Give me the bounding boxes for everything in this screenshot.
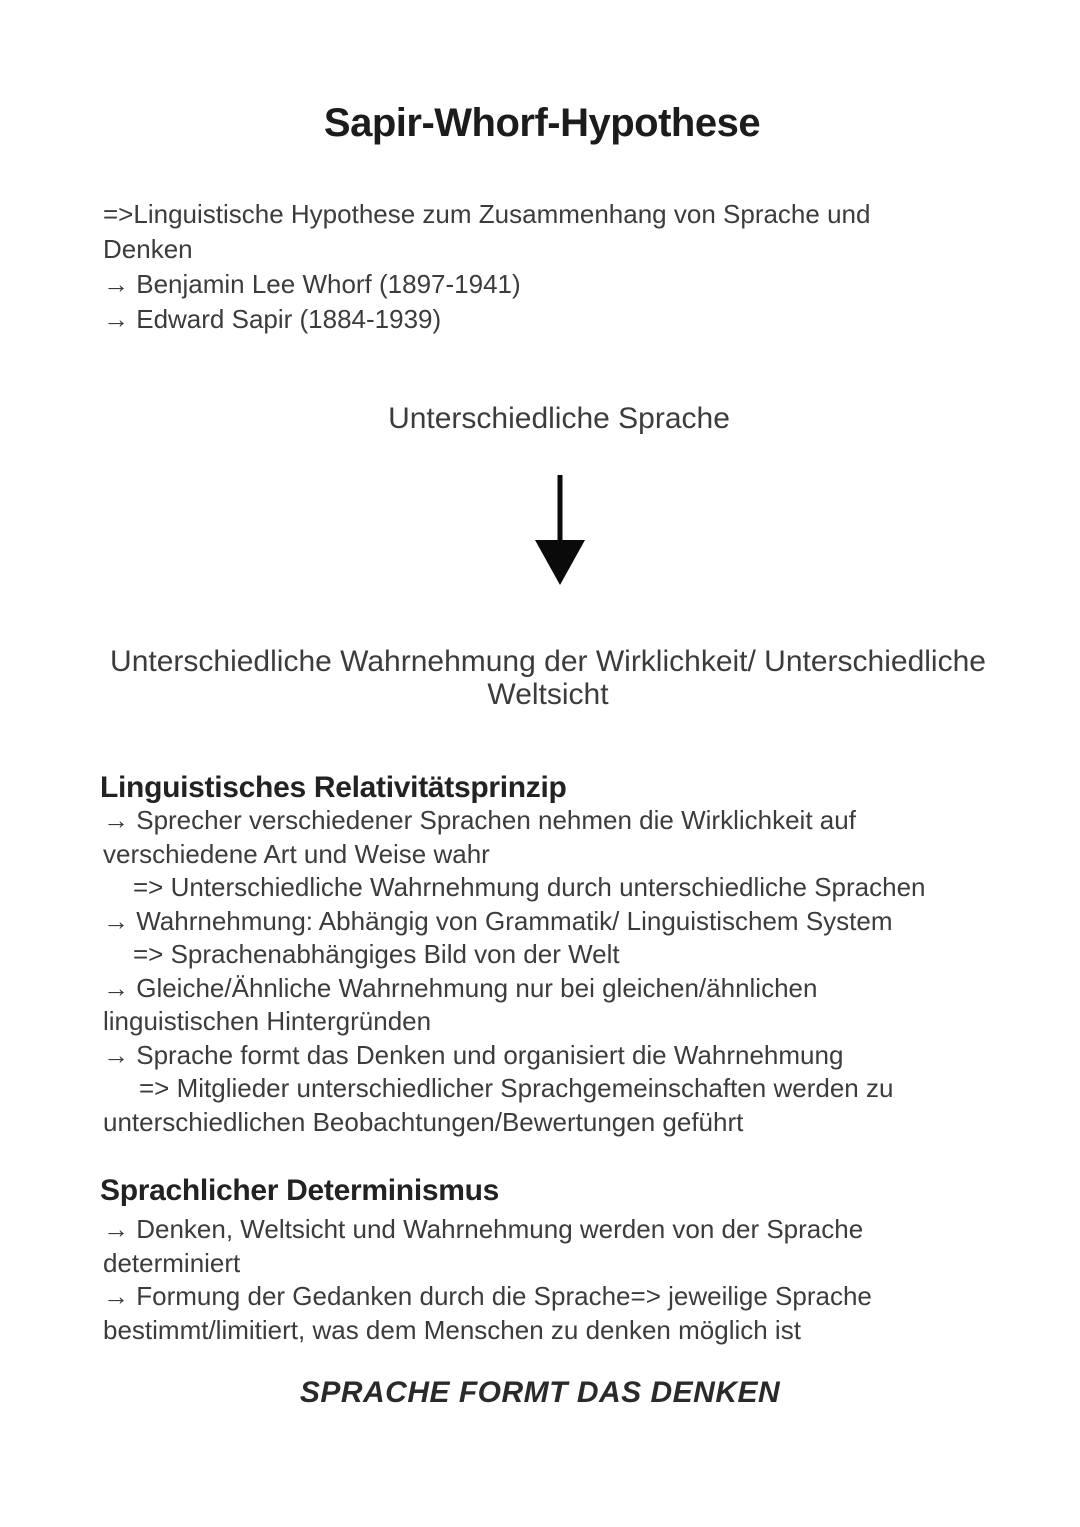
intro-line: Denken (103, 234, 193, 264)
intro-line: =>Linguistische Hypothese zum Zusammenhang von Sprache und (103, 199, 871, 229)
section-line: unterschiedlichen Beobachtungen/Bewertungen geführt (103, 1106, 744, 1137)
section-line: verschiedene Art und Weise wahr (103, 838, 490, 869)
section-heading-relativity: Linguistisches Relativitätsprinzip (100, 771, 567, 804)
section-line: → Gleiche/Ähnliche Wahrnehmung nur bei gleichen/ähnlichen (103, 972, 818, 1003)
footer-slogan: SPRACHE FORMT DAS DENKEN (299, 1376, 781, 1409)
intro-line: → Benjamin Lee Whorf (1897-1941) (103, 269, 521, 299)
flow-label-bottom-line: Unterschiedliche Wahrnehmung der Wirklichkeit/ Unterschiedliche (110, 645, 986, 678)
section-line: bestimmt/limitiert, was dem Menschen zu denken möglich ist (103, 1314, 801, 1345)
section-line: => Unterschiedliche Wahrnehmung durch unterschiedliche Sprachen (133, 872, 926, 902)
down-arrow-icon (533, 474, 587, 586)
flow-label-bottom-line: Weltsicht (487, 678, 609, 711)
section-determinism-body (103, 1213, 1060, 1347)
section-line: → Denken, Weltsicht und Wahrnehmung werden von der Sprache (103, 1214, 864, 1244)
intro-paragraph (103, 197, 1040, 337)
section-line: → Sprache formt das Denken und organisiert die Wahrnehmung (103, 1039, 844, 1070)
section-line: => Sprachenabhängiges Bild von der Welt (133, 939, 620, 969)
section-heading-determinism: Sprachlicher Determinismus (100, 1174, 500, 1207)
section-line: => Mitglieder unterschiedlicher Sprachgemeinschaften werden zu (139, 1073, 894, 1103)
intro-line: → Edward Sapir (1884-1939) (103, 304, 442, 334)
section-relativity-body (103, 804, 1060, 1139)
section-line: → Wahrnehmung: Abhängig von Grammatik/ Linguistischem System (103, 905, 893, 936)
section-line: → Sprecher verschiedener Sprachen nehmen die Wirklichkeit auf (103, 805, 856, 835)
flow-label-bottom (16, 645, 1080, 711)
section-line: determiniert (103, 1247, 241, 1278)
section-line: → Formung der Gedanken durch die Sprache=> jeweilige Sprache (103, 1281, 872, 1311)
flow-label-top: Unterschiedliche Sprache (388, 402, 730, 435)
page-title: Sapir-Whorf-Hypothese (323, 101, 761, 145)
section-line: linguistischen Hintergründen (103, 1006, 432, 1036)
